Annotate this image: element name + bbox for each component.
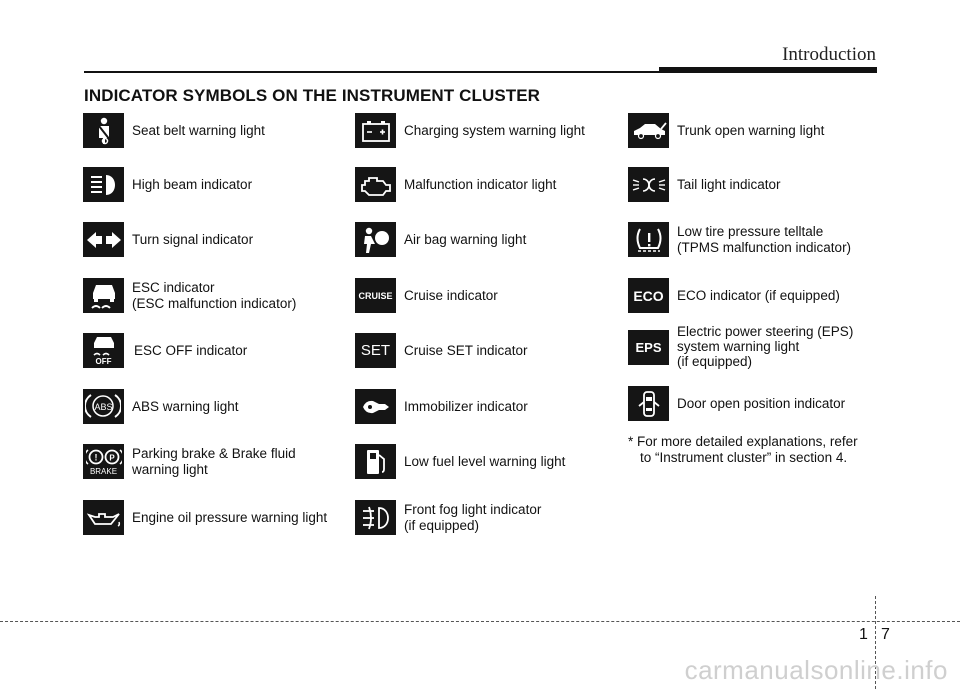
airbag-icon <box>355 222 396 257</box>
fog-light-icon <box>355 500 396 535</box>
esc-off-icon-text: OFF <box>95 357 112 366</box>
cruise-icon-text: CRUISE <box>358 290 393 301</box>
indicator-label: ESC OFF indicator <box>134 342 248 358</box>
indicator-label: Turn signal indicator <box>132 231 254 247</box>
indicator-turn-signal <box>83 222 253 257</box>
indicator-parking-brake <box>83 444 296 479</box>
indicator-door-open <box>628 386 845 421</box>
footnote <box>628 434 858 466</box>
high-beam-icon <box>83 167 124 202</box>
indicator-label: Front fog light indicator (if equipped) <box>404 501 542 533</box>
indicator-esc <box>83 278 296 313</box>
indicator-cruise <box>355 278 498 313</box>
header-rule <box>84 71 659 73</box>
footnote-line: to “Instrument cluster” in section 4. <box>640 450 848 465</box>
indicator-label: High beam indicator <box>132 176 253 192</box>
indicator-label: Cruise indicator <box>404 287 498 303</box>
indicator-eps <box>628 324 853 369</box>
indicator-label: Immobilizer indicator <box>404 398 528 414</box>
indicator-front-fog <box>355 500 541 535</box>
indicator-abs <box>83 389 239 424</box>
indicator-seatbelt <box>83 113 265 148</box>
abs-icon-text: ABS <box>94 401 113 412</box>
fuel-pump-icon <box>355 444 396 479</box>
indicator-tail-light <box>628 167 781 202</box>
indicator-high-beam <box>83 167 252 202</box>
brake-icon-text: BRAKE <box>89 467 118 476</box>
footnote-line: * For more detailed explanations, refer <box>628 434 858 449</box>
watermark: carmanualsonline.info <box>684 655 948 685</box>
cruise-icon <box>355 278 396 313</box>
esc-icon <box>83 278 124 313</box>
indicator-label: Seat belt warning light <box>132 122 265 138</box>
tpms-icon <box>628 222 669 257</box>
esc-off-icon <box>83 333 124 368</box>
indicator-immobilizer <box>355 389 528 424</box>
indicator-trunk-open <box>628 113 824 148</box>
section-heading: INDICATOR SYMBOLS ON THE INSTRUMENT CLUSTER <box>84 86 541 105</box>
battery-icon <box>355 113 396 148</box>
page-number-chapter: 1 <box>859 626 868 643</box>
indicator-label: Door open position indicator <box>677 395 846 411</box>
indicator-label: Parking brake & Brake fluid warning light <box>132 445 296 477</box>
indicator-label: Charging system warning light <box>404 122 585 138</box>
oil-pressure-icon <box>83 500 124 535</box>
indicator-malfunction <box>355 167 556 202</box>
indicator-label: Air bag warning light <box>404 231 527 247</box>
indicator-charging <box>355 113 585 148</box>
brake-icon <box>83 444 124 479</box>
eco-icon-text: ECO <box>633 287 664 304</box>
tail-light-icon <box>628 167 669 202</box>
svg-text:!: ! <box>94 452 97 463</box>
immobilizer-key-icon <box>355 389 396 424</box>
indicator-label: Engine oil pressure warning light <box>132 509 328 525</box>
abs-icon <box>83 389 124 424</box>
page-header-title: Introduction <box>782 44 876 65</box>
indicator-label: Electric power steering (EPS) system warning light (if equipped) <box>677 324 854 369</box>
eps-icon <box>628 330 669 365</box>
indicator-label: ABS warning light <box>132 398 239 414</box>
indicator-label: Low fuel level warning light <box>404 453 566 469</box>
page-number-page: 7 <box>881 626 890 643</box>
trunk-open-icon <box>628 113 669 148</box>
seatbelt-icon <box>83 113 124 148</box>
svg-text:P: P <box>108 453 115 463</box>
header-rule-accent <box>659 67 877 73</box>
cruise-set-icon <box>355 333 396 368</box>
indicator-label: Cruise SET indicator <box>404 342 528 358</box>
indicator-oil-pressure <box>83 500 327 535</box>
engine-check-icon <box>355 167 396 202</box>
indicator-label: ESC indicator (ESC malfunction indicator) <box>132 279 297 311</box>
cruise-set-icon-text: SET <box>360 342 391 359</box>
indicator-esc-off <box>83 333 247 368</box>
footer-rule <box>0 621 960 622</box>
indicator-label: ECO indicator (if equipped) <box>677 287 840 303</box>
indicator-tpms <box>628 222 851 257</box>
indicator-eco <box>628 278 840 313</box>
indicator-label: Trunk open warning light <box>677 122 825 138</box>
indicator-cruise-set <box>355 333 528 368</box>
eps-icon-text: EPS <box>635 340 662 355</box>
indicator-low-fuel <box>355 444 565 479</box>
indicator-label: Low tire pressure telltale (TPMS malfunction indicator) <box>677 223 852 255</box>
door-open-icon <box>628 386 669 421</box>
indicator-label: Tail light indicator <box>677 176 781 192</box>
turn-signal-icon <box>83 222 124 257</box>
eco-icon <box>628 278 669 313</box>
indicator-label: Malfunction indicator light <box>404 176 557 192</box>
indicator-airbag <box>355 222 526 257</box>
